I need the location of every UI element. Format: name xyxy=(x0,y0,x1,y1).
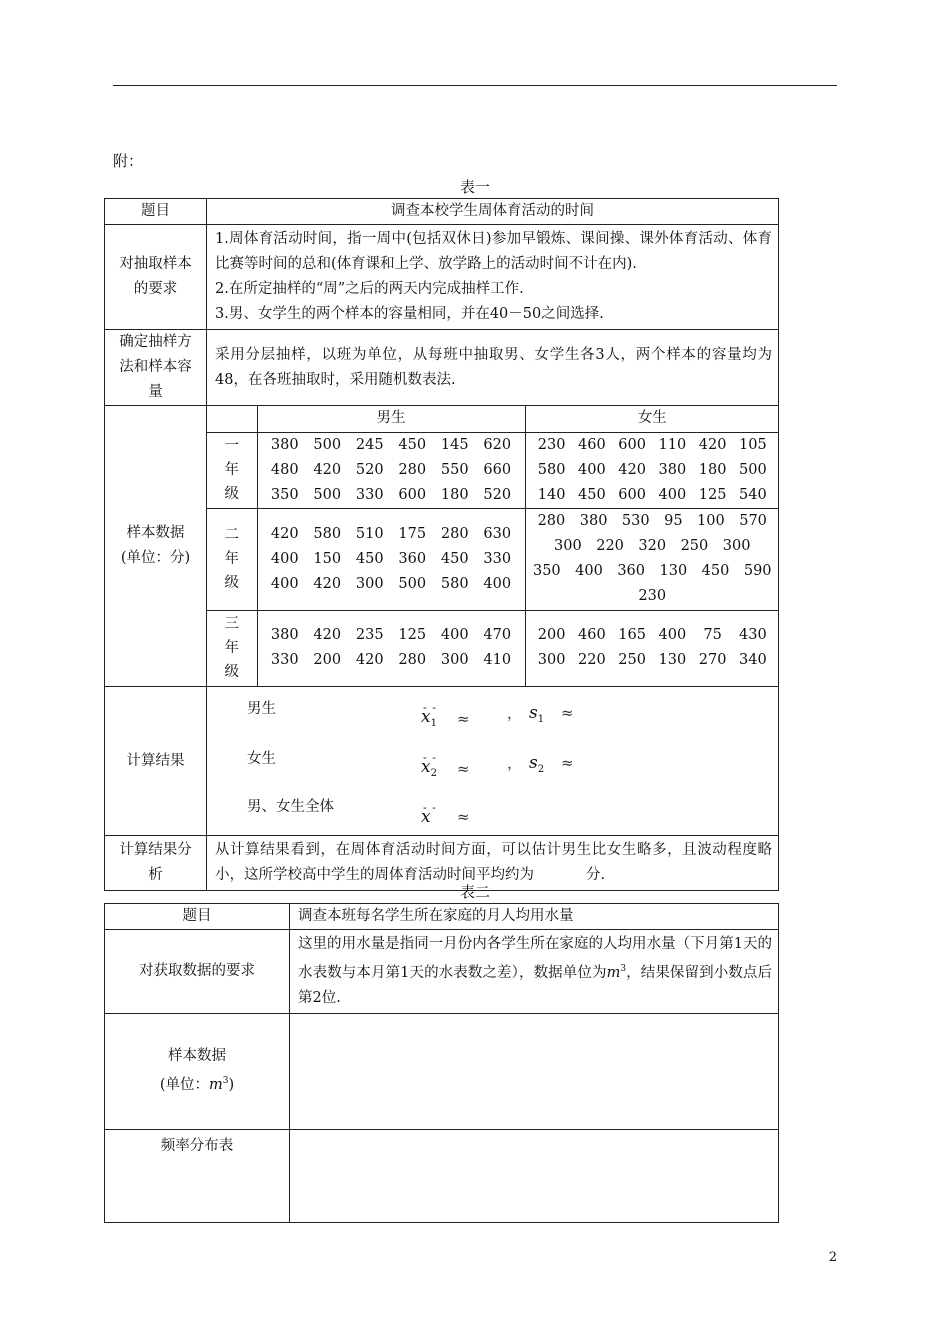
t1-sample-label: 样本数据 xyxy=(126,525,185,541)
grade-1-label xyxy=(207,432,257,508)
sample-value: 510 xyxy=(355,525,384,542)
appendix-label: 附： xyxy=(113,152,144,170)
sample-value: 220 xyxy=(578,652,606,669)
sample-value: 550 xyxy=(440,461,469,478)
page-number: 2 xyxy=(828,1250,837,1265)
sample-value: 165 xyxy=(618,627,646,644)
table2-caption: 表二 xyxy=(459,883,490,901)
t1-analysis-text: 从计算结果看到，在周体育活动时间方面，可以估计男生比女生略多，且波动程度略小，这所学校高中学生的周体育活动时间平均约为 分. xyxy=(207,836,779,891)
sample-value: 130 xyxy=(658,652,687,669)
sample-value: 110 xyxy=(658,436,687,453)
sample-value: 430 xyxy=(739,627,767,644)
calc-all-label: 男、女生全体 xyxy=(247,799,334,815)
table1-caption: 表一 xyxy=(459,178,490,196)
sample-value: 620 xyxy=(483,436,512,453)
grade-2-female-line-3: 350 400 360 130 450 590 xyxy=(532,563,772,579)
t1-sample-unit: (单位：分) xyxy=(120,550,191,566)
calc-results: 男生 - - $x_1$ ≈ ， $s_1$ ≈ 女生 - - $x_2$ ≈ ， $s_2$ ≈ 男、女生全体 - - x ≈ xyxy=(207,687,778,835)
sample-value: 125 xyxy=(698,486,727,503)
grade-name xyxy=(207,612,257,684)
t1-req-line-2: 2.在所定抽样的“周”之后的两天内完成抽样工作. xyxy=(215,281,524,297)
sample-value: 380 xyxy=(658,461,687,478)
sample-value: 420 xyxy=(698,436,727,453)
sample-value: 450 xyxy=(355,550,384,567)
grade-name-char: 年 xyxy=(224,640,239,657)
grade-name-char: 级 xyxy=(224,664,239,681)
grade-name xyxy=(207,434,257,506)
grade-name-char: 级 xyxy=(224,575,239,591)
sample-data-table xyxy=(207,406,779,686)
sample-value: 125 xyxy=(398,627,427,644)
sample-value: 400 xyxy=(658,486,687,503)
sample-value: 400 xyxy=(578,461,606,478)
sample-value: 245 xyxy=(355,436,384,453)
t2-topic-label: 题目 xyxy=(105,904,290,930)
sample-value: 660 xyxy=(483,461,512,478)
grade-1-female xyxy=(525,432,779,508)
sample-value: 300 xyxy=(355,575,384,592)
sample-value: 350 xyxy=(270,486,299,503)
grade-name-char: 年 xyxy=(224,551,239,567)
calc-female-mean-symbol: $x_2$ xyxy=(421,757,437,779)
sample-value: 200 xyxy=(537,627,566,644)
t1-req-line-1: 1.周体育活动时间，指一周中(包括双休日)参加早锻炼、课间操、课外体育活动、体育比赛等时间的总和(体育课和上学、放学路上的活动时间不计在内). xyxy=(215,231,772,272)
calc-all-mean-symbol: x xyxy=(421,807,431,827)
grade-2-female xyxy=(525,508,779,610)
t1-method-label: 确定抽样方法和样本容量 xyxy=(105,330,207,406)
sample-value: 420 xyxy=(270,525,299,542)
sample-value: 250 xyxy=(618,652,646,669)
grade-2-label xyxy=(207,508,257,610)
sample-value: 180 xyxy=(698,461,727,478)
sample-value: 330 xyxy=(483,550,512,567)
sample-value: 330 xyxy=(270,652,299,669)
sample-value: 520 xyxy=(483,486,512,503)
sample-value: 105 xyxy=(739,436,767,453)
t2-sample-label-cell xyxy=(105,1013,290,1129)
sample-value: 500 xyxy=(313,486,342,503)
sample-value: 420 xyxy=(313,627,342,644)
sample-value: 400 xyxy=(270,550,299,567)
t1-sample-data-cell xyxy=(207,406,779,687)
grade-2-male xyxy=(257,508,525,610)
calc-male-mean-symbol: $x_1$ xyxy=(421,707,437,729)
sample-value: 280 xyxy=(398,461,427,478)
sample-value: 460 xyxy=(578,627,606,644)
calc-male-std-symbol: $s_1$ xyxy=(529,703,545,725)
grade-name-char: 级 xyxy=(224,486,239,502)
sample-value: 450 xyxy=(578,486,606,503)
sample-value: 400 xyxy=(440,627,469,644)
sample-value: 520 xyxy=(355,461,384,478)
sample-value: 300 xyxy=(537,652,566,669)
sample-value: 400 xyxy=(270,575,299,592)
t2-req-label: 对获取数据的要求 xyxy=(105,930,290,1014)
t2-topic: 调查本班每名学生所在家庭的月人均用水量 xyxy=(290,904,779,930)
sample-value: 145 xyxy=(440,436,469,453)
sample-value: 235 xyxy=(355,627,384,644)
grade-2-female-line-1: 280 380 530 95 100 570 xyxy=(537,513,767,529)
sample-value: 340 xyxy=(739,652,767,669)
t1-topic: 调查本校学生周体育活动的时间 xyxy=(207,199,779,225)
sample-value: 230 xyxy=(537,436,566,453)
sample-value: 270 xyxy=(698,652,727,669)
t1-req-label: 对抽取样本的要求 xyxy=(105,225,207,330)
grade-name-char: 年 xyxy=(224,462,239,478)
t2-sample-data-empty xyxy=(290,1013,779,1129)
sample-value: 600 xyxy=(398,486,427,503)
t2-freq-empty xyxy=(290,1129,779,1222)
sample-value: 500 xyxy=(313,436,342,453)
calc-female-label: 女生 xyxy=(247,751,276,767)
sample-value: 470 xyxy=(483,627,512,644)
t1-topic-label: 题目 xyxy=(105,199,207,225)
grade-name-char: 二 xyxy=(224,527,239,543)
sample-value: 380 xyxy=(270,627,299,644)
sample-value: 420 xyxy=(313,575,342,592)
t1-method-text: 采用分层抽样，以班为单位，从每班中抽取男、女学生各3人，两个样本的容量均为48，在各班抽取时，采用随机数表法. xyxy=(207,330,779,406)
t2-sample-unit: (单位：$m^3$) xyxy=(159,1076,235,1094)
sample-value: 540 xyxy=(739,486,767,503)
sample-value: 500 xyxy=(739,461,767,478)
t2-sample-label: 样本数据 xyxy=(168,1048,226,1065)
sample-value: 300 xyxy=(440,652,469,669)
t2-req-text: 这里的用水量是指同一月份内各学生所在家庭的人均用水量（下月第1天的水表数与本月第1天的水表数之差），数据单位为$m^3$，结果保留到小数点后第2位. xyxy=(290,930,779,1014)
header-rule xyxy=(113,85,837,86)
sample-value: 175 xyxy=(398,525,427,542)
t1-calc-label: 计算结果 xyxy=(105,687,207,836)
sample-value: 420 xyxy=(355,652,384,669)
t1-req-line-3: 3.男、女学生的两个样本的容量相同，并在40－50之间选择. xyxy=(215,306,604,322)
grade-3-female xyxy=(525,610,779,686)
sample-value: 400 xyxy=(483,575,512,592)
sample-value: 580 xyxy=(440,575,469,592)
grade-name-char: 一 xyxy=(224,438,239,454)
sample-value: 580 xyxy=(537,461,566,478)
t1-analysis-label: 计算结果分析 xyxy=(105,836,207,891)
grade-2-female-line-2: 300 220 320 250 300 xyxy=(554,538,751,554)
male-header: 男生 xyxy=(257,406,525,432)
sample-value: 460 xyxy=(578,436,606,453)
sample-value: 410 xyxy=(483,652,512,669)
sample-value: 420 xyxy=(618,461,646,478)
sample-value: 450 xyxy=(398,436,427,453)
sample-value: 280 xyxy=(440,525,469,542)
sample-value: 200 xyxy=(313,652,342,669)
sample-value: 150 xyxy=(313,550,342,567)
grade-3-male xyxy=(257,610,525,686)
sample-value: 330 xyxy=(355,486,384,503)
sample-value: 630 xyxy=(483,525,512,542)
sample-value: 420 xyxy=(313,461,342,478)
sample-value: 600 xyxy=(618,486,646,503)
grade-3-label xyxy=(207,610,257,686)
t1-req-cell xyxy=(207,225,779,330)
t2-freq-label: 频率分布表 xyxy=(105,1129,290,1222)
table1 xyxy=(104,198,779,891)
sample-value: 140 xyxy=(537,486,566,503)
table2 xyxy=(104,903,779,1223)
sample-value: 450 xyxy=(440,550,469,567)
sample-value: 280 xyxy=(398,652,427,669)
sample-value: 360 xyxy=(398,550,427,567)
calc-female-std-symbol: $s_2$ xyxy=(529,753,545,775)
sample-value: 480 xyxy=(270,461,299,478)
sample-value: 75 xyxy=(703,627,722,644)
sample-value: 500 xyxy=(398,575,427,592)
sample-value: 580 xyxy=(313,525,342,542)
sample-value: 180 xyxy=(440,486,469,503)
grade-1-male xyxy=(257,432,525,508)
grade-name xyxy=(207,523,257,595)
female-header: 女生 xyxy=(525,406,779,432)
calc-male-label: 男生 xyxy=(247,701,276,717)
sample-value: 380 xyxy=(270,436,299,453)
grade-2-female-line-4: 230 xyxy=(638,588,667,604)
grade-name-char: 三 xyxy=(224,616,239,633)
t1-sample-label-cell xyxy=(105,406,207,687)
t1-calc-cell xyxy=(207,687,779,836)
sample-value: 400 xyxy=(658,627,687,644)
sample-value: 600 xyxy=(618,436,646,453)
